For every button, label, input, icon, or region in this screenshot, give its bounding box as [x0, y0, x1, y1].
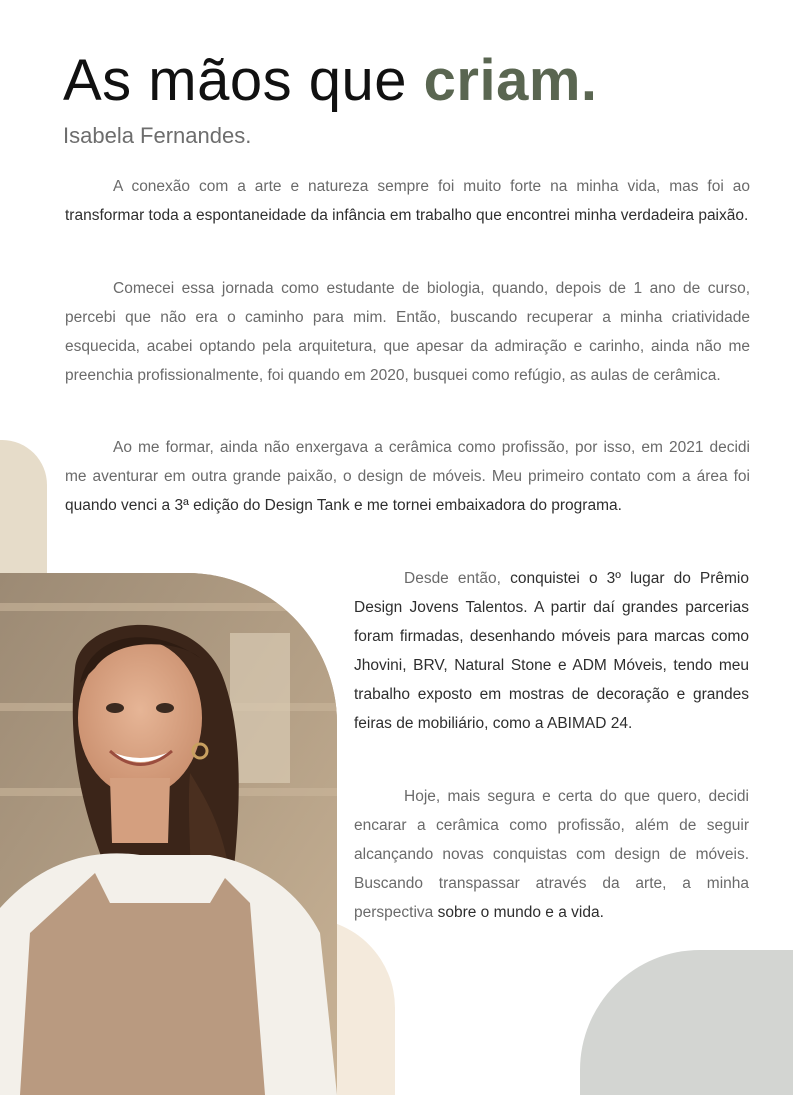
paragraph-journey-text: Comecei essa jornada como estudante de biologia, quando, depois de 1 ano de curso, percebi que não era o caminho para mim. Então, buscando recuperar a minha criatividade esquecida, acabei optando pela arquitetura, que apesar da admiração e carinho, ainda não me preenchia profissionalmente, foi quando em 2020, busquei como refúgio, as aulas de cerâmica.	[65, 280, 750, 384]
paragraph-today-emphasis: sobre o mundo e a vida.	[437, 904, 604, 921]
paragraph-awards-emphasis: conquistei o 3º lugar do Prêmio Design Jovens Talentos. A partir daí grandes parcerias foram firmadas, desenhando móveis para marcas como Jhovini, BRV, Natural Stone e ADM Móveis, tendo meu trabalho exposto em mostras de decoração e grandes feiras de mobiliário, como a ABIMAD 24.	[354, 570, 749, 732]
paragraph-design-emphasis: quando venci a 3ª edição do Design Tank e me tornei embaixadora do programa.	[65, 497, 622, 514]
paragraph-intro	[65, 172, 750, 230]
title-main: As mãos que	[63, 48, 408, 113]
author-name: Isabela Fernandes.	[63, 123, 252, 148]
paragraph-intro-text: A conexão com a arte e natureza sempre foi muito forte na minha vida, mas foi ao	[113, 178, 750, 195]
paragraph-awards	[354, 564, 749, 738]
portrait-photo	[0, 573, 337, 1095]
paragraph-today	[354, 782, 749, 927]
paragraph-today-text: Hoje, mais segura e certa do que quero, decidi encarar a cerâmica como profissão, além de seguir alcançando novas conquistas com design de móveis. Buscando transpassar através da arte, a minha perspectiva	[354, 788, 749, 921]
page-title	[63, 48, 598, 114]
title-highlight: criam.	[423, 48, 598, 113]
paragraph-intro-emphasis: transformar toda a espontaneidade da infância em trabalho que encontrei minha verdadeira paixão.	[65, 207, 749, 224]
paragraph-design-text: Ao me formar, ainda não enxergava a cerâmica como profissão, por isso, em 2021 decidi me aventurar em outra grande paixão, o design de móveis. Meu primeiro contato com a área foi	[65, 439, 750, 485]
paragraph-awards-text: Desde então,	[404, 570, 511, 587]
paragraph-journey	[65, 274, 750, 390]
decorative-beige-shape-left	[0, 440, 47, 580]
decorative-gray-shape	[580, 950, 793, 1095]
paragraph-design	[65, 433, 750, 520]
